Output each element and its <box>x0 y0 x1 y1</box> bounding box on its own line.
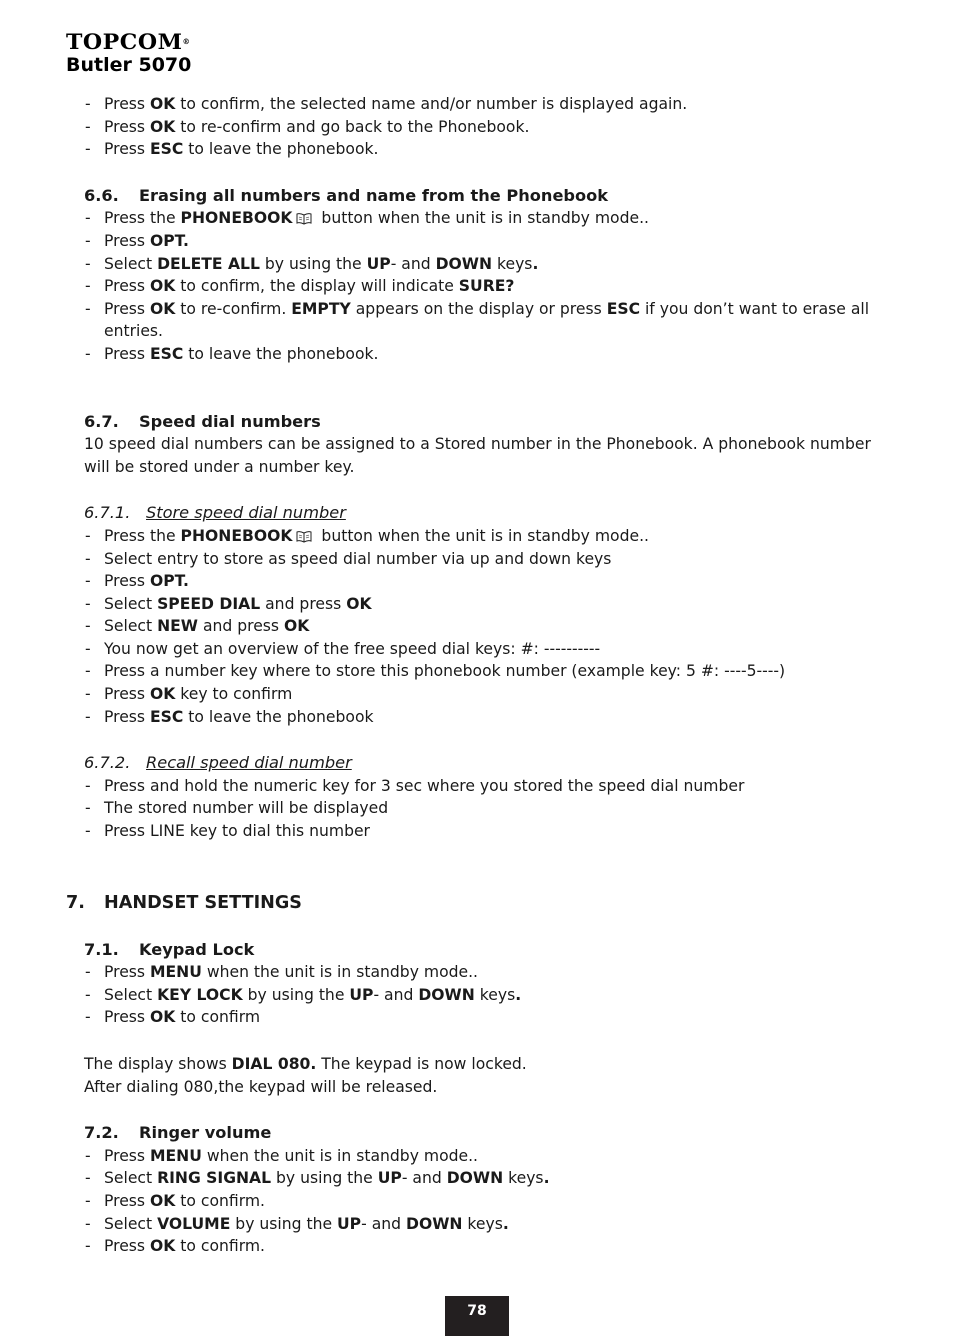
list-item: - Press a number key where to store this phonebook number (example key: 5 #: ----5----) <box>84 660 884 683</box>
list-item: - Press OK to confirm <box>84 1006 884 1029</box>
list-item: - Press the PHONEBOOK button when the unit is in standby mode.. <box>84 525 884 548</box>
list-item: - Press the PHONEBOOK button when the unit is in standby mode.. <box>84 207 884 230</box>
section-heading-6-7-1: 6.7.1. Store speed dial number <box>84 503 346 523</box>
list-item: - Press OK to confirm, the display will indicate SURE? <box>84 275 884 298</box>
section-heading-6-6: 6.6. Erasing all numbers and name from the Phonebook <box>84 185 609 205</box>
section-6-6-list <box>84 207 884 365</box>
open-book-icon <box>296 212 312 225</box>
section-6-7-paragraph: 10 speed dial numbers can be assigned to a Stored number in the Phonebook. A phonebook number will be stored under a number key. <box>84 435 871 476</box>
list-item: - Select KEY LOCK by using the UP- and DOWN keys. <box>84 984 884 1007</box>
list-item: - Press MENU when the unit is in standby mode.. <box>84 961 884 984</box>
list-item: - Select SPEED DIAL and press OK <box>84 593 884 616</box>
section-heading-6-7: 6.7. Speed dial numbers <box>84 411 321 431</box>
keypad-lock-note: The display shows DIAL 080. The keypad is now locked. <box>84 1055 527 1073</box>
intro-list <box>84 93 884 161</box>
section-heading-7-2: 7.2. Ringer volume <box>84 1123 272 1143</box>
model-name: Butler 5070 <box>66 54 192 76</box>
list-item: - Select NEW and press OK <box>84 615 884 638</box>
open-book-icon <box>296 530 312 543</box>
list-item: - Press MENU when the unit is in standby mode.. <box>84 1145 884 1168</box>
topcom-logo: TOPCOM® <box>66 29 191 54</box>
list-item: - Press OK to confirm, the selected name and/or number is displayed again. <box>84 93 884 116</box>
section-6-7-2-list <box>84 775 884 843</box>
list-item: - Press LINE key to dial this number <box>84 820 884 843</box>
list-item: - Press OK to confirm. <box>84 1235 884 1258</box>
section-heading-7-1: 7.1. Keypad Lock <box>84 939 255 959</box>
list-item: - Select DELETE ALL by using the UP- and DOWN keys. <box>84 253 884 276</box>
list-item: - Press OK key to confirm <box>84 683 884 706</box>
list-item: - Press and hold the numeric key for 3 sec where you stored the speed dial number <box>84 775 884 798</box>
list-item: - Press ESC to leave the phonebook. <box>84 343 884 366</box>
list-item: - Press ESC to leave the phonebook <box>84 706 884 729</box>
section-heading-6-7-2: 6.7.2. Recall speed dial number <box>84 753 352 773</box>
section-6-7-1-list <box>84 525 884 728</box>
list-item: - Press OPT. <box>84 570 884 593</box>
page-header <box>66 30 191 76</box>
section-7-1-list <box>84 961 884 1029</box>
list-item: - Press OK to re-confirm and go back to the Phonebook. <box>84 116 884 139</box>
manual-content <box>66 93 884 1258</box>
list-item: - Press ESC to leave the phonebook. <box>84 138 884 161</box>
list-item: - Select entry to store as speed dial number via up and down keys <box>84 548 884 571</box>
list-item: - Select VOLUME by using the UP- and DOWN keys. <box>84 1213 884 1236</box>
page-number: 78 <box>445 1296 509 1336</box>
list-item: - Select RING SIGNAL by using the UP- and DOWN keys. <box>84 1167 884 1190</box>
list-item: - The stored number will be displayed <box>84 797 884 820</box>
list-item: - You now get an overview of the free speed dial keys: #: ---------- <box>84 638 884 661</box>
section-7-2-list <box>84 1145 884 1258</box>
chapter-heading-7: 7. HANDSET SETTINGS <box>66 892 302 913</box>
list-item: - Press OK to re-confirm. EMPTY appears on the display or press ESC if you don’t want to erase all entries. <box>84 298 884 343</box>
list-item: - Press OK to confirm. <box>84 1190 884 1213</box>
keypad-release-note: After dialing 080,the keypad will be released. <box>84 1077 438 1096</box>
list-item: - Press OPT. <box>84 230 884 253</box>
